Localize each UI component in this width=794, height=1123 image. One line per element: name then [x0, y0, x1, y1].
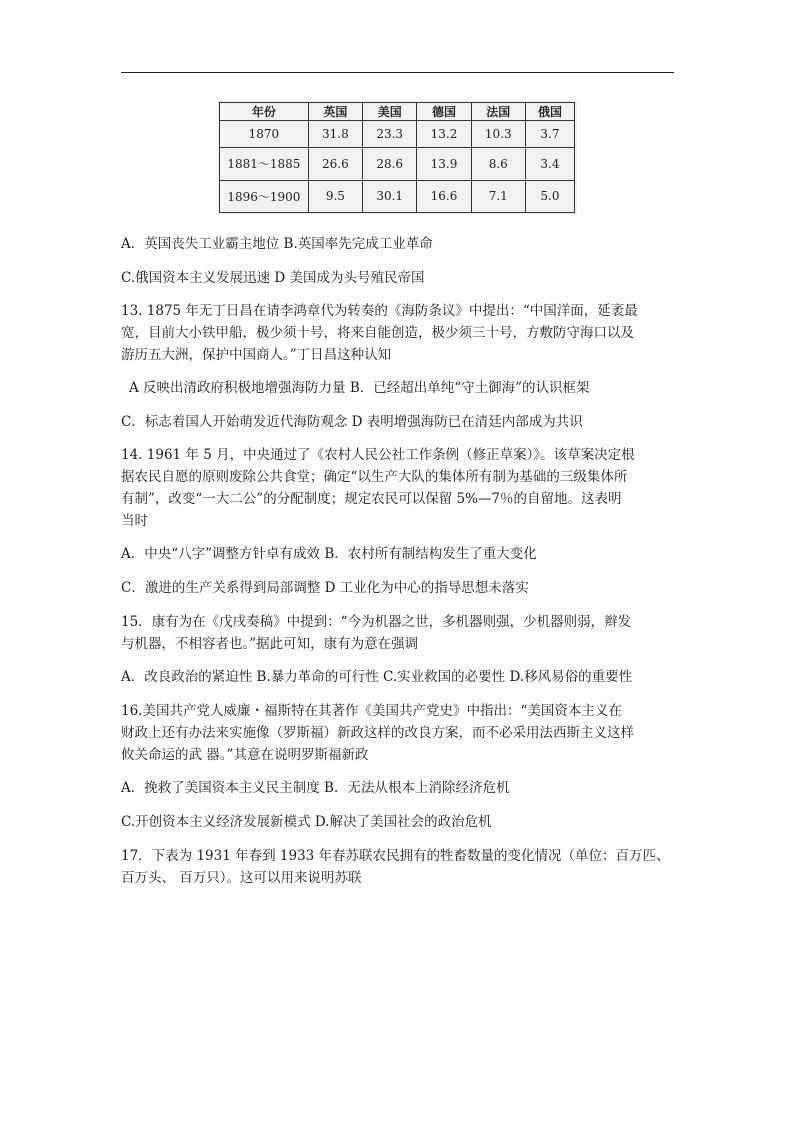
table-cell: 16.6 [417, 180, 471, 212]
q14-line: 有制”，改变“一大二公”的分配制度；规定农民可以保留 5%—7％的自留地。这表明 [121, 491, 622, 507]
table-cell: 26.6 [308, 148, 362, 180]
table-cell: 1881～1885 [220, 148, 309, 180]
q16-options-cd: C.开创资本主义经济发展新模式 D.解决了美国社会的政治危机 [121, 814, 492, 830]
q15-line: 与机器，不相容者也。”据此可知，康有为意在强调 [121, 636, 419, 652]
q16-line: 攸关命运的武 器。”其意在说明罗斯福新政 [121, 747, 369, 763]
q16-line: 16.美国共产党人威廉・福斯特在其著作《美国共产党史》中指出：“美国资本主义在 [121, 703, 622, 719]
table-header-cell: 年份 [220, 103, 309, 121]
table-cell: 13.9 [417, 148, 471, 180]
table-cell: 8.6 [471, 148, 525, 180]
industrial-share-table [219, 102, 575, 213]
table-cell: 3.7 [525, 121, 574, 148]
q12-options-cd: C.俄国资本主义发展迅速 D 美国成为头号殖民帝国 [121, 270, 425, 286]
table-cell: 23.3 [363, 121, 417, 148]
table-cell: 7.1 [471, 180, 525, 212]
q13-line: 宽，目前大小铁甲船，极少须十号，将来自能创造，极少须三十号，方敷防守海口以及 [121, 325, 634, 341]
q12-options-ab: A．英国丧失工业霸主地位 B.英国率先完成工业革命 [121, 236, 433, 252]
table-header-cell: 英国 [308, 103, 362, 121]
table-cell: 1870 [220, 121, 309, 148]
q13-line: 13. 1875 年无丁日昌在请李鸿章代为转奏的《海防条议》中提出：“中国洋面，延袤最 [121, 303, 638, 319]
table-cell: 30.1 [363, 180, 417, 212]
header-rule [121, 72, 674, 73]
table-header-cell: 俄国 [525, 103, 574, 121]
q14-options-ab: A．中央“八字”调整方针卓有成效 B．农村所有制结构发生了重大变化 [121, 546, 537, 562]
table-header-cell: 法国 [471, 103, 525, 121]
table-cell: 13.2 [417, 121, 471, 148]
q14-line: 当时 [121, 513, 148, 529]
table-row [220, 180, 575, 212]
table-cell: 10.3 [471, 121, 525, 148]
q13-options-ab: A 反映出清政府积极地增强海防力量 B．已经超出单纯“守土御海”的认识框架 [129, 380, 590, 396]
q17-line: 百万头、 百万只）。这可以用来说明苏联 [121, 870, 362, 886]
data-table-image [217, 100, 577, 215]
q13-line: 游历五大洲，保护中国商人。”丁日昌这种认知 [121, 347, 392, 363]
q14-line: 据农民自愿的原则废除公共食堂；确定“以生产大队的集体所有制为基础的三级集体所 [121, 469, 628, 485]
q14-line: 14. 1961 年 5 月，中央通过了《农村人民公社工作条例（修正草案）》。该草案决定根 [121, 447, 635, 463]
table-cell: 31.8 [308, 121, 362, 148]
table-header-cell: 德国 [417, 103, 471, 121]
table-cell: 9.5 [308, 180, 362, 212]
table-cell: 5.0 [525, 180, 574, 212]
table-header-row [220, 103, 575, 121]
q15-options: A．改良政治的紧迫性 B.暴力革命的可行性 C.实业救国的必要性 D.移风易俗的重要性 [121, 669, 633, 685]
table-header-cell: 美国 [363, 103, 417, 121]
q14-options-cd: C．激进的生产关系得到局部调整 D 工业化为中心的指导思想未落实 [121, 580, 529, 596]
q17-line: 17．下表为 1931 年春到 1933 年春苏联农民拥有的牲畜数量的变化情况（单位：百万匹、 [121, 848, 670, 864]
q16-options-ab: A．挽救了美国资本主义民主制度 B．无法从根本上消除经济危机 [121, 780, 510, 796]
table-row [220, 121, 575, 148]
q16-line: 财政上还有办法来实施像（罗斯福）新政这样的改良方案，而不必采用法西斯主义这样 [121, 725, 634, 741]
table-cell: 1896～1900 [220, 180, 309, 212]
q13-options-cd: C．标志着国人开始萌发近代海防观念 D 表明增强海防已在清廷内部成为共识 [121, 414, 583, 430]
table-cell: 3.4 [525, 148, 574, 180]
q15-line: 15．康有为在《戊戌奏稿》中提到：“今为机器之世，多机器则强，少机器则弱，辫发 [121, 614, 632, 630]
table-row [220, 148, 575, 180]
table-cell: 28.6 [363, 148, 417, 180]
